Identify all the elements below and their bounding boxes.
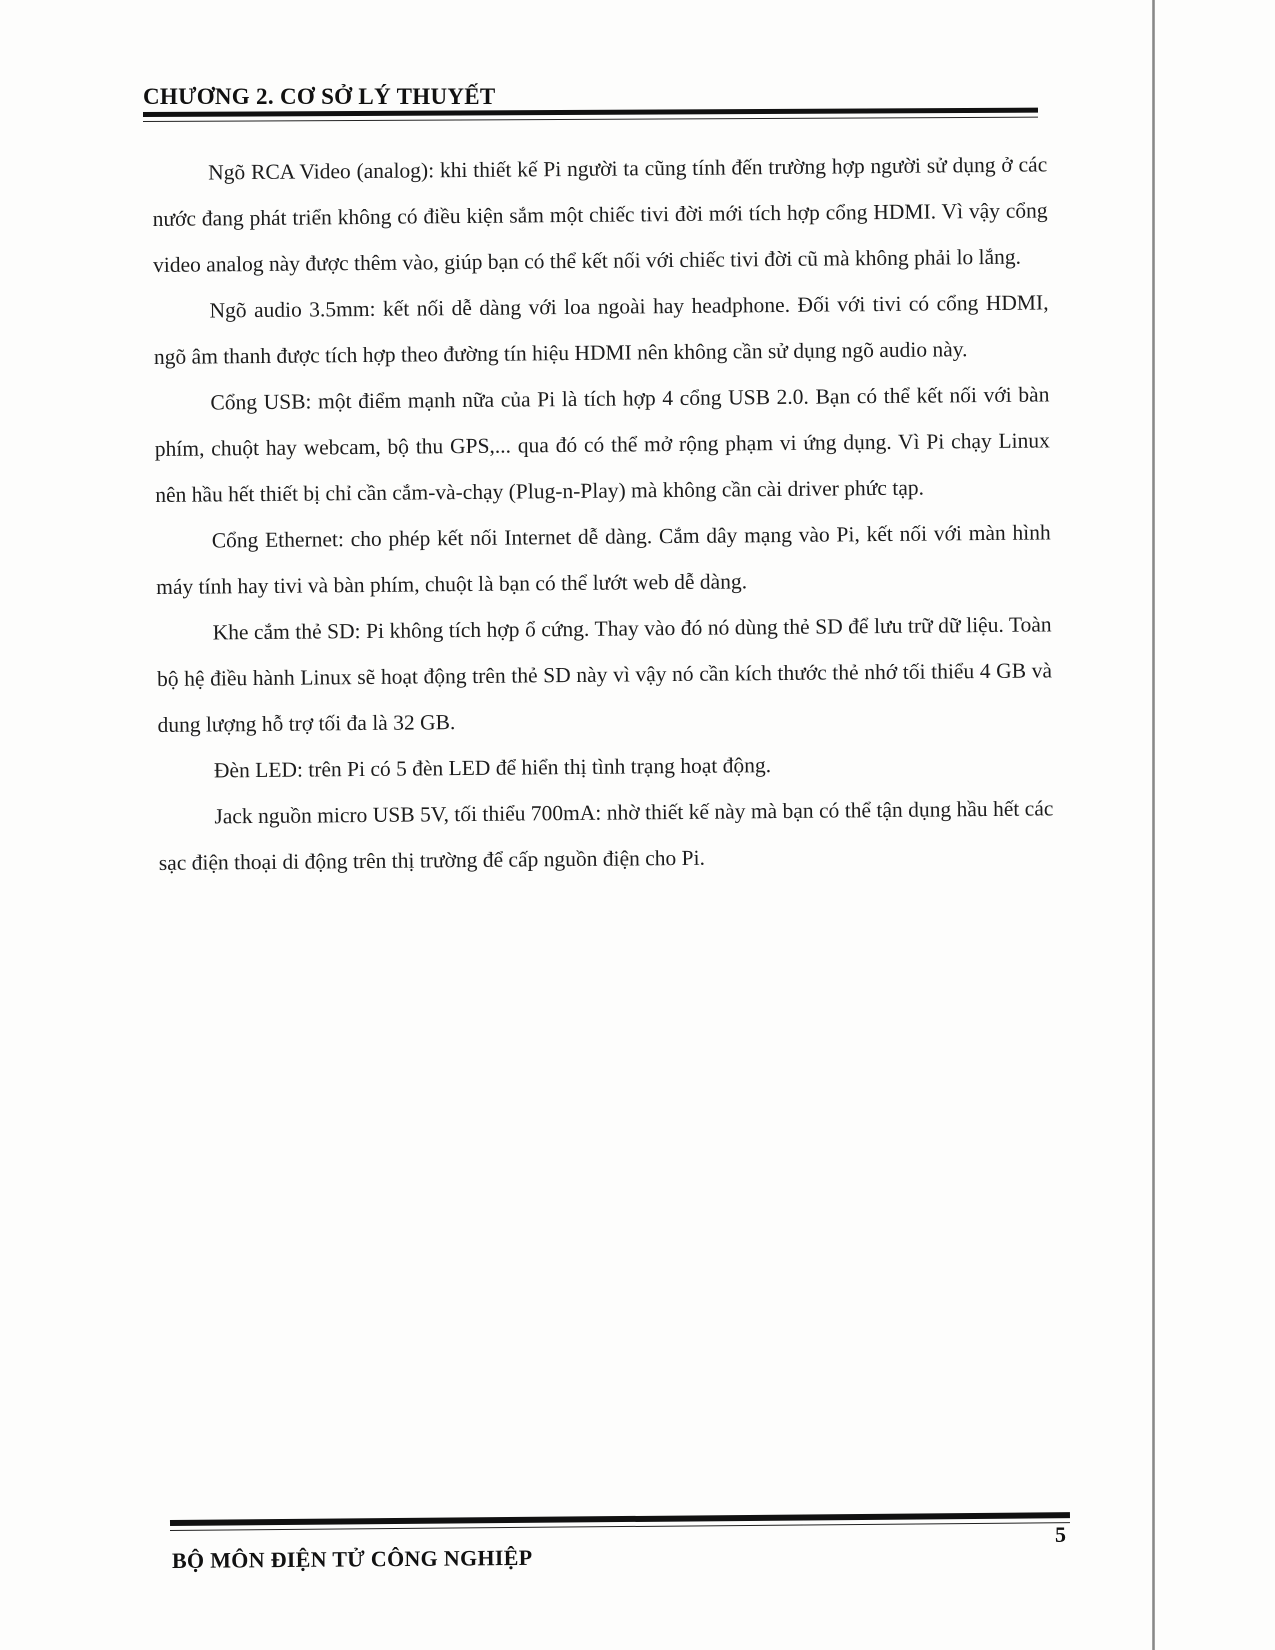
header-rule-thin: [143, 117, 1038, 122]
paragraph-audio: Ngõ audio 3.5mm: kết nối dễ dàng với loa ngoài hay headphone. Đối với tivi có cổng HDMI, ngõ âm thanh được tích hợp theo đường tín hiệu HDMI nên không cần sử dụng ngõ audio này.: [153, 290, 1049, 369]
paragraph-usb: Cổng USB: một điểm mạnh nữa của Pi là tích hợp 4 cổng USB 2.0. Bạn có thể kết nối với bàn phím, chuột hay webcam, bộ thu GPS,... qua đó có thể mở rộng phạm vi ứng dụng. Vì Pi chạy Linux nên hầu hết thiết bị chỉ cần cắm-và-chạy (Plug-n-Play) mà không cần cài driver phức tạp.: [154, 382, 1050, 507]
chapter-title: CHƯƠNG 2. CƠ SỞ LÝ THUYẾT: [143, 84, 496, 109]
page-number: 5: [1055, 1522, 1066, 1547]
footer-department: BỘ MÔN ĐIỆN TỬ CÔNG NGHIỆP: [171, 1544, 533, 1573]
paragraph-rca-video: Ngõ RCA Video (analog): khi thiết kế Pi người ta cũng tính đến trường hợp người sử dụng ở các nước đang phát triển không có điều kiện sắm một chiếc tivi đời mới tích hợp cổng HDMI. Vì vậy cổng video analog này được thêm vào, giúp bạn có thể kết nối với chiếc tivi đời cũ mà không phải lo lắng.: [152, 152, 1048, 277]
paragraph-ethernet: Cổng Ethernet: cho phép kết nối Internet dễ dàng. Cắm dây mạng vào Pi, kết nối với màn hình máy tính hay tivi và bàn phím, chuột là bạn có thể lướt web dễ dàng.: [156, 520, 1051, 599]
paragraph-sd-card: Khe cắm thẻ SD: Pi không tích hợp ổ cứng. Thay vào đó nó dùng thẻ SD để lưu trữ dữ liệu. Toàn bộ hệ điều hành Linux sẽ hoạt động trên thẻ SD này vì vậy nó cần kích thước thẻ nhớ tối thiểu 4 GB và dung lượng hỗ trợ tối đa là 32 GB.: [156, 612, 1053, 737]
body-text: [152, 141, 1054, 886]
scan-border-line: [1152, 0, 1155, 1650]
paragraph-power-jack: Jack nguồn micro USB 5V, tối thiểu 700mA: nhờ thiết kế này mà bạn có thể tận dụng hầu hết các sạc điện thoại di động trên thị trường để cấp nguồn điện cho Pi.: [158, 796, 1054, 875]
paragraph-led: Đèn LED: trên Pi có 5 đèn LED để hiển thị tình trạng hoạt động.: [213, 753, 772, 783]
